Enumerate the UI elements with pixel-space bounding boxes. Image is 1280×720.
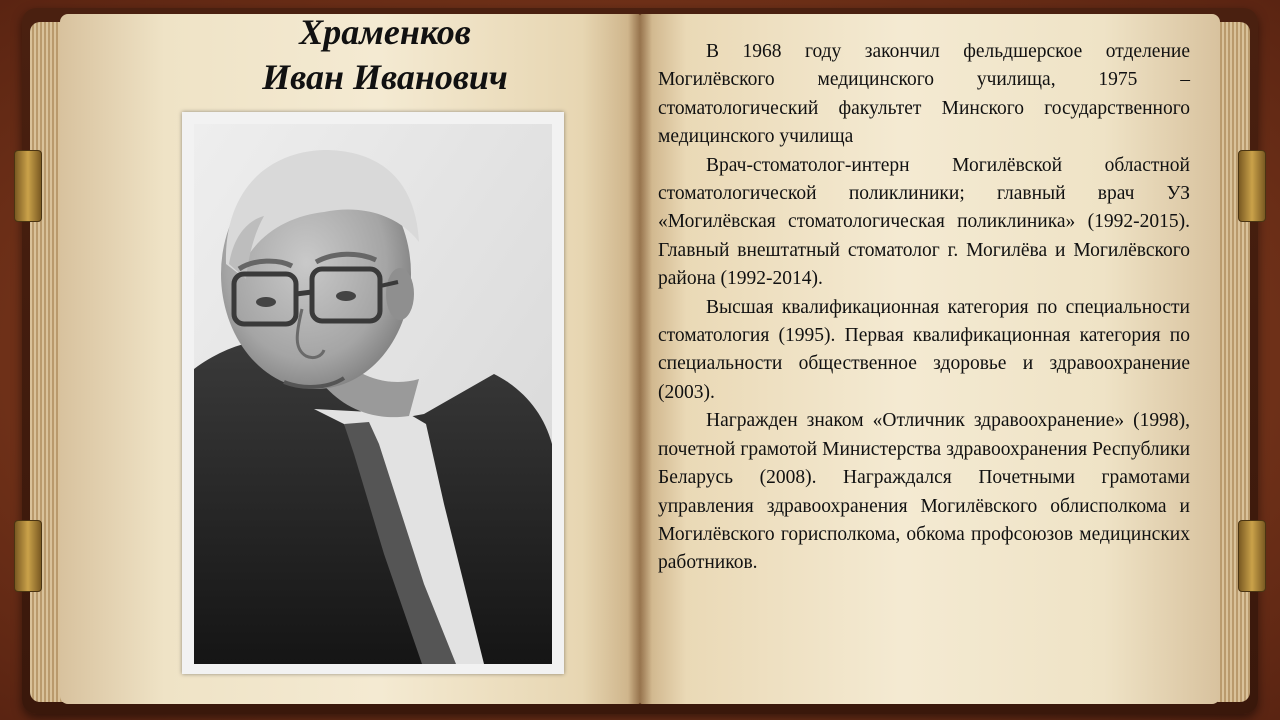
bio-paragraph-education: В 1968 году закончил фельдшерское отделение Могилёвского медицинского училища, 1975 – стоматологический факультет Минского государственного медицинского училища xyxy=(658,41,1190,148)
title-surname: Храменков xyxy=(299,12,471,52)
bio-paragraph-qualification: Высшая квалификационная категория по специальности стоматология (1995). Первая квалификационная категория по специальности общественное здоровье и здравоохранение (2003). xyxy=(658,296,1190,403)
book-clasp-left-bottom xyxy=(14,520,42,592)
portrait-frame xyxy=(182,112,564,674)
portrait-illustration xyxy=(194,124,552,664)
book-page-edges-left xyxy=(30,22,64,702)
book-clasp-right-top xyxy=(1238,150,1266,222)
book-clasp-left-top xyxy=(14,150,42,222)
book-spine xyxy=(628,14,652,704)
portrait-photo xyxy=(194,124,552,664)
person-name-title xyxy=(200,10,570,100)
bio-paragraph-career: Врач-стоматолог-интерн Могилёвской областной стоматологической поликлиники; главный врач УЗ «Могилёвская стоматологическая поликлиника» (1992-2015). Главный внештатный стоматолог г. Могилёва и Могилёвского района (1992-2014). xyxy=(658,154,1190,290)
book-clasp-right-bottom xyxy=(1238,520,1266,592)
book-page-edges-right xyxy=(1216,22,1250,702)
title-given-names: Иван Иванович xyxy=(262,57,508,97)
bio-paragraph-awards: Награжден знаком «Отличник здравоохранение» (1998), почетной грамотой Министерства здравоохранения Республики Беларусь (2008). Награждался Почетными грамотами управления здравоохранения Могилёвского облисполкома и Могилёвского горисполкома, обкома профсоюзов медицинских работников. xyxy=(658,410,1190,574)
biography-text xyxy=(658,38,1190,578)
